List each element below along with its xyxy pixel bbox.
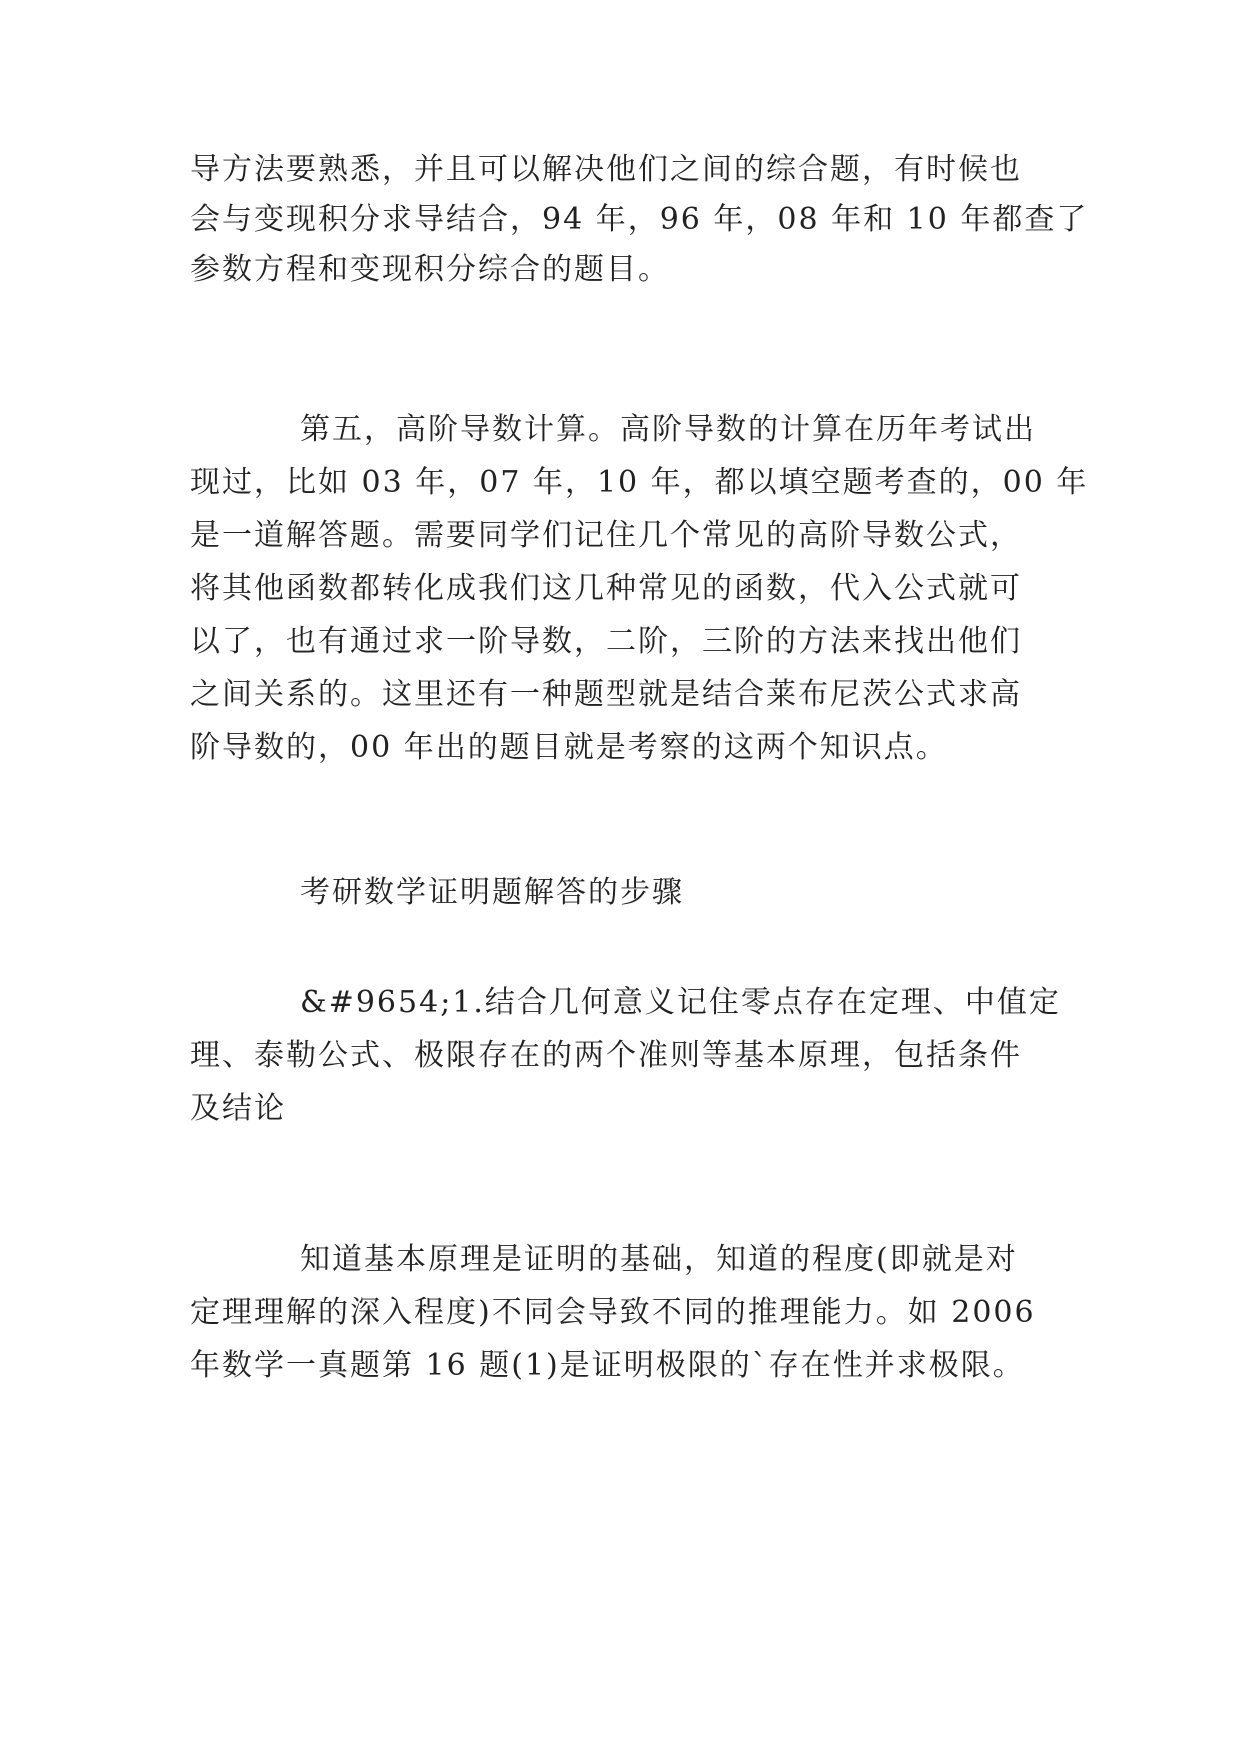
text-line: 以了，也有通过求一阶导数，二阶，三阶的方法来找出他们 — [190, 624, 1022, 659]
section-heading: 考研数学证明题解答的步骤 — [300, 875, 684, 910]
text-line: 是一道解答题。需要同学们记住几个常见的高阶导数公式， — [190, 518, 1022, 553]
text-line: 导方法要熟悉，并且可以解决他们之间的综合题，有时候也 — [190, 152, 1022, 187]
text-line: 参数方程和变现积分综合的题目。 — [190, 252, 670, 287]
text-line: 阶导数的，00 年出的题目就是考察的这两个知识点。 — [190, 730, 948, 765]
text-line: 年数学一真题第 16 题(1)是证明极限的`存在性并求极限。 — [190, 1348, 1025, 1383]
text-line: 知道基本原理是证明的基础，知道的程度(即就是对 — [300, 1242, 1018, 1277]
text-line: 之间关系的。这里还有一种题型就是结合莱布尼茨公式求高 — [190, 677, 1022, 712]
text-line: &#9654;1.结合几何意义记住零点存在定理、中值定 — [300, 985, 1061, 1020]
text-line: 理、泰勒公式、极限存在的两个准则等基本原理，包括条件 — [190, 1038, 1022, 1073]
text-line: 定理理解的深入程度)不同会导致不同的推理能力。如 2006 — [190, 1295, 1036, 1330]
text-line: 及结论 — [190, 1091, 286, 1126]
text-line: 第五，高阶导数计算。高阶导数的计算在历年考试出 — [300, 412, 1036, 447]
text-line: 现过，比如 03 年，07 年，10 年，都以填空题考查的，00 年 — [190, 465, 1089, 500]
text-line: 将其他函数都转化成我们这几种常见的函数，代入公式就可 — [190, 571, 1022, 606]
text-line: 会与变现积分求导结合，94 年，96 年，08 年和 10 年都查了 — [190, 202, 1089, 237]
